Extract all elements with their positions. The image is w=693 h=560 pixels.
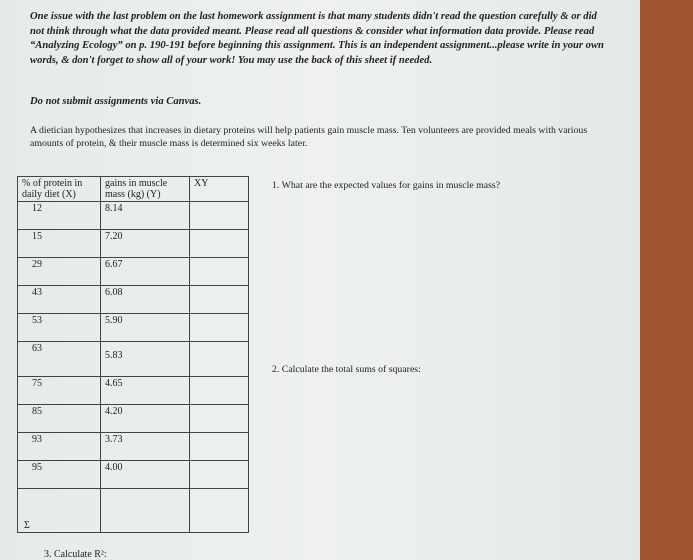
table-row: [18, 405, 249, 433]
y-cell: 5.90: [101, 314, 190, 342]
sum-xy-cell[interactable]: [190, 489, 249, 533]
x-cell: 15: [18, 230, 101, 258]
table-row: [18, 202, 249, 230]
table-row: [18, 258, 249, 286]
x-cell: 12: [18, 202, 101, 230]
y-cell: 7.20: [101, 230, 190, 258]
x-cell: 93: [18, 433, 101, 461]
header-x: % of protein in daily diet (X): [18, 177, 101, 202]
y-cell: 4.65: [101, 377, 190, 405]
x-cell: 29: [18, 258, 101, 286]
data-table: [17, 176, 249, 533]
sum-row: [18, 489, 249, 533]
x-cell: 75: [18, 377, 101, 405]
question-3: 3. Calculate R²:: [44, 549, 107, 560]
xy-cell[interactable]: [190, 377, 249, 405]
y-cell: 3.73: [101, 433, 190, 461]
problem-statement: A dietician hypothesizes that increases in dietary proteins will help patients gain muscle mass. Ten volunteers are provided meals with various amounts of protein, & their muscle mass is determined six weeks later.: [30, 125, 588, 149]
xy-cell[interactable]: [190, 342, 249, 377]
question-2: 2. Calculate the total sums of squares:: [272, 364, 421, 375]
xy-cell[interactable]: [190, 230, 249, 258]
xy-cell[interactable]: [190, 286, 249, 314]
x-cell: 43: [18, 286, 101, 314]
xy-cell[interactable]: [190, 433, 249, 461]
y-cell: 4.00: [101, 461, 190, 489]
table-row: [18, 377, 249, 405]
table-row: [18, 230, 249, 258]
y-cell: 8.14: [101, 202, 190, 230]
x-cell: 95: [18, 461, 101, 489]
table-row: [18, 342, 249, 377]
header-xy: XY: [190, 177, 249, 202]
sum-label: Σ: [18, 489, 101, 533]
xy-cell[interactable]: [190, 314, 249, 342]
xy-cell[interactable]: [190, 202, 249, 230]
xy-cell[interactable]: [190, 405, 249, 433]
x-cell: 53: [18, 314, 101, 342]
question-1: 1. What are the expected values for gains in muscle mass?: [272, 180, 501, 191]
table-row: [18, 433, 249, 461]
y-cell: 5.83: [101, 342, 190, 377]
xy-cell[interactable]: [190, 461, 249, 489]
y-cell: 6.08: [101, 286, 190, 314]
table-row: [18, 314, 249, 342]
intro-instructions: One issue with the last problem on the last homework assignment is that many students didn't read the question carefully & or did not think through what the data provided meant. Please read all questions & consider what information data provide. Please read “Analyzing Ecology” on p. 190-191 before beginning this assignment. This is an independent assignment...please write in your own words, & don't forget to show all of your work! You may use the back of this sheet if needed.: [30, 11, 604, 66]
x-cell: 63: [18, 342, 101, 377]
table-row: [18, 286, 249, 314]
xy-cell[interactable]: [190, 258, 249, 286]
sum-y-cell[interactable]: [101, 489, 190, 533]
table-header: [18, 177, 249, 202]
table-row: [18, 461, 249, 489]
canvas-note: Do not submit assignments via Canvas.: [30, 96, 202, 107]
y-cell: 6.67: [101, 258, 190, 286]
header-y: gains in muscle mass (kg) (Y): [101, 177, 190, 202]
y-cell: 4.20: [101, 405, 190, 433]
x-cell: 85: [18, 405, 101, 433]
